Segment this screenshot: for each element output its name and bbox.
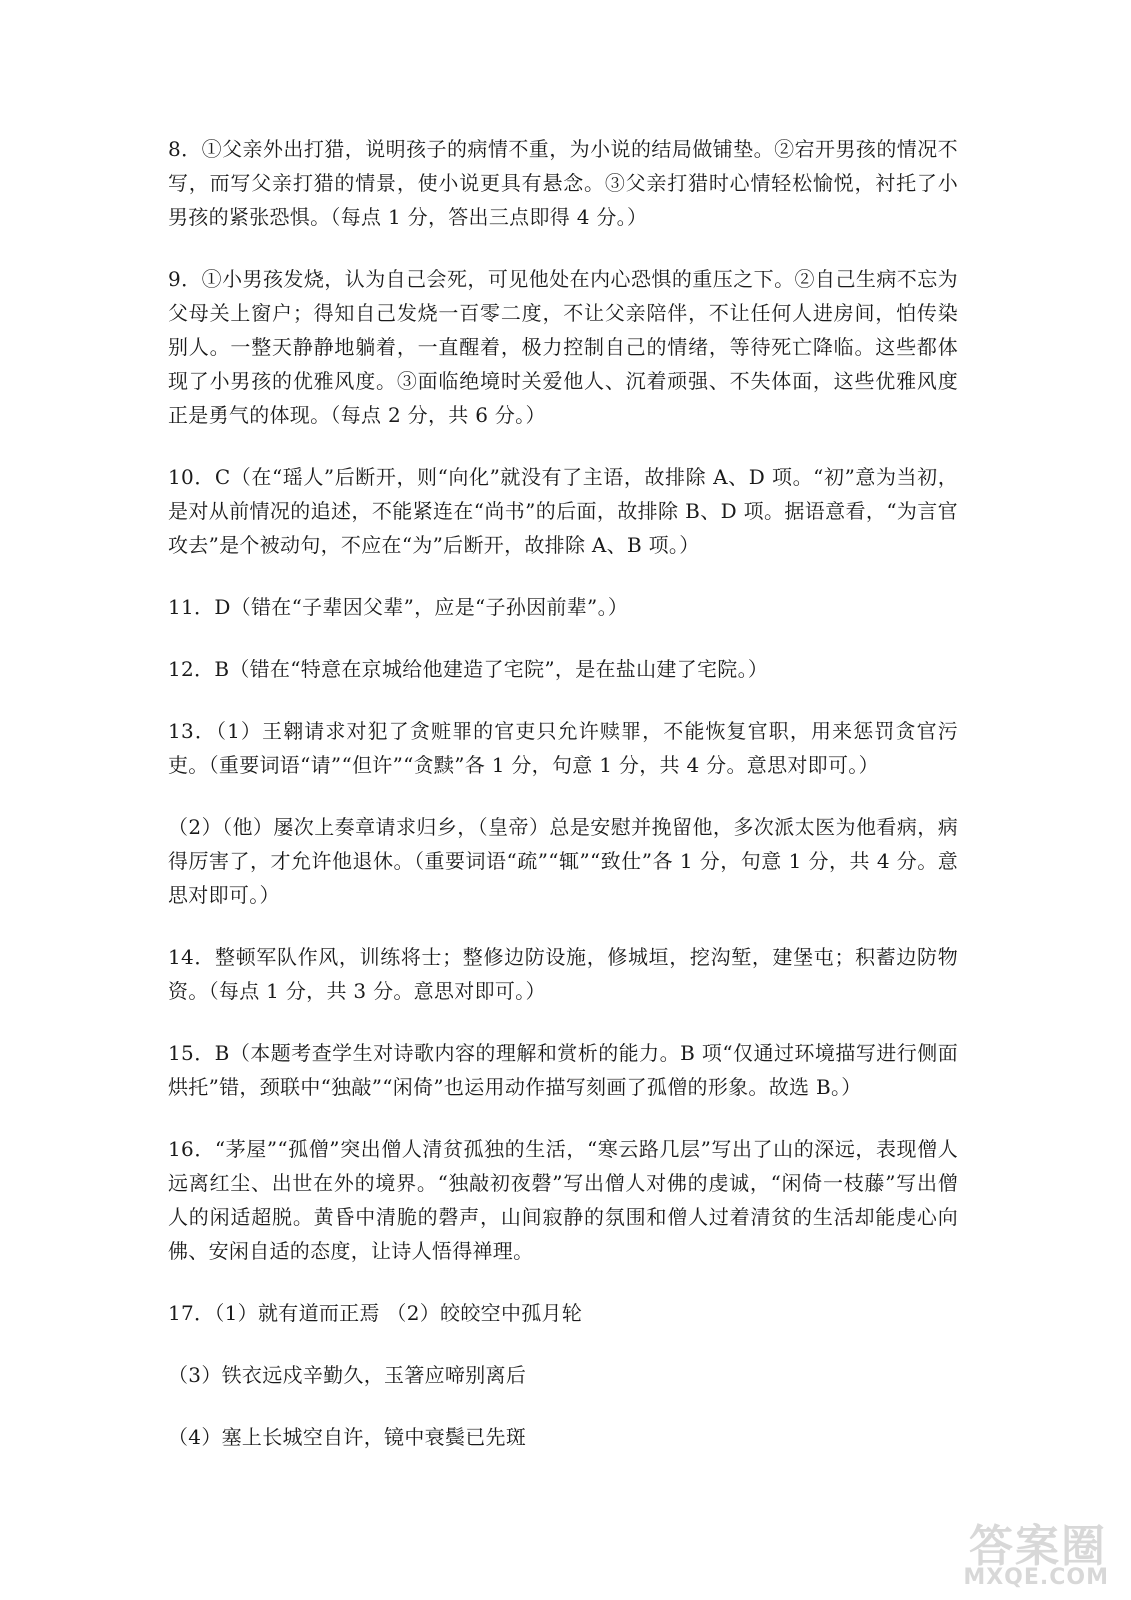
answer-17-part-3: （3）铁衣远戍辛勤久，玉箸应啼别离后 (168, 1363, 527, 1387)
answer-10: 10．C（在“瑶人”后断开，则“向化”就没有了主语，故排除 A、D 项。“初”意为当初，是对从前情况的追述，不能紧连在“尚书”的后面，故排除 B、D 项。据语意看，“为言官攻去”是个被动句，不应在“为”后断开，故排除 A、B 项。） (168, 465, 958, 557)
answer-9: 9．①小男孩发烧，认为自己会死，可见他处在内心恐惧的重压之下。②自己生病不忘为父母关上窗户；得知自己发烧一百零二度，不让父亲陪伴，不让任何人进房间，怕传染别人。一整天静静地躺着，一直醒着，极力控制自己的情绪，等待死亡降临。这些都体现了小男孩的优雅风度。③面临绝境时关爱他人、沉着顽强、不失体面，这些优雅风度正是勇气的体现。（每点 2 分，共 6 分。） (168, 267, 958, 427)
watermark-chinese-text: 答案圈 (969, 1521, 1107, 1572)
site-watermark-logo (953, 1510, 1113, 1590)
answer-13-part-1: 13．（1）王翱请求对犯了贪赃罪的官吏只允许赎罪，不能恢复官职，用来惩罚贪官污吏。（重要词语“请”“但许”“贪黩”各 1 分，句意 1 分，共 4 分。意思对即可。） (168, 719, 958, 777)
answer-13-part-2: （2）（他）屡次上奏章请求归乡，（皇帝）总是安慰并挽留他，多次派太医为他看病，病得厉害了，才允许他退休。（重要词语“疏”“辄”“致仕”各 1 分，句意 1 分，共 4 分。意思对即可。） (168, 815, 958, 907)
answer-12: 12．B（错在“特意在京城给他建造了宅院”，是在盐山建了宅院。） (168, 657, 769, 681)
answer-17-part-1-2: 17．（1）就有道而正焉 （2）皎皎空中孤月轮 (168, 1301, 583, 1325)
answer-sheet (168, 132, 958, 1482)
answer-11: 11．D（错在“子辈因父辈”，应是“子孙因前辈”。） (168, 595, 629, 619)
answer-15: 15．B（本题考查学生对诗歌内容的理解和赏析的能力。B 项“仅通过环境描写进行侧面烘托”错，颈联中“独敲”“闲倚”也运用动作描写刻画了孤僧的形象。故选 B。） (168, 1041, 958, 1099)
answer-16: 16．“茅屋”“孤僧”突出僧人清贫孤独的生活，“寒云路几层”写出了山的深远，表现僧人远离红尘、出世在外的境界。“独敲初夜磬”写出僧人对佛的虔诚，“闲倚一枝藤”写出僧人的闲适超脱。黄昏中清脆的磬声，山间寂静的氛围和僧人过着清贫的生活却能虔心向佛、安闲自适的态度，让诗人悟得禅理。 (168, 1137, 958, 1263)
answer-8: 8．①父亲外出打猎，说明孩子的病情不重，为小说的结局做铺垫。②宕开男孩的情况不写，而写父亲打猎的情景，使小说更具有悬念。③父亲打猎时心情轻松愉悦，衬托了小男孩的紧张恐惧。（每点 1 分，答出三点即得 4 分。） (168, 137, 958, 229)
answer-17-part-4: （4）塞上长城空自许，镜中衰鬓已先斑 (168, 1425, 527, 1449)
answer-14: 14．整顿军队作风，训练将士；整修边防设施，修城垣，挖沟堑，建堡屯；积蓄边防物资。（每点 1 分，共 3 分。意思对即可。） (168, 945, 958, 1003)
watermark-domain-text: MXQE.COM (963, 1565, 1109, 1590)
